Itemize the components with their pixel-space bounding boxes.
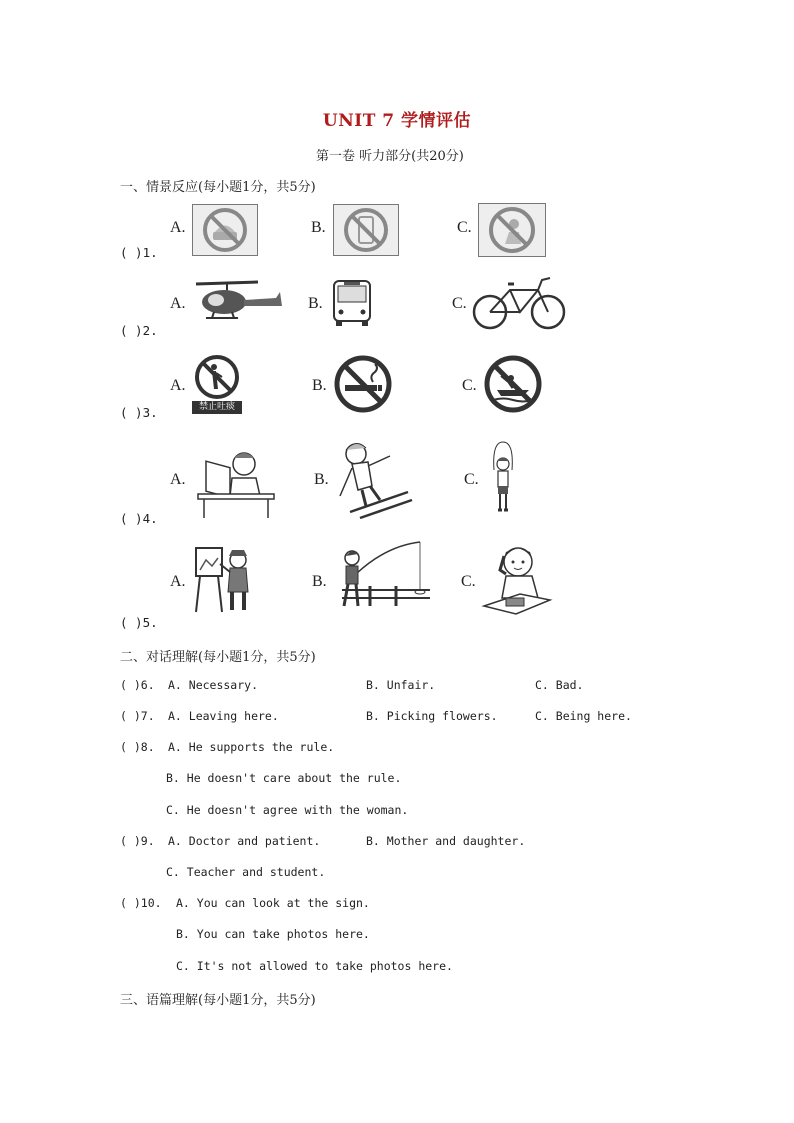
q8-option-a: A. He supports the rule.: [168, 740, 335, 754]
q8-option-b: B. He doesn't care about the rule.: [166, 771, 402, 785]
no-spitting-sign-icon: [192, 353, 242, 415]
painting-boy-icon: [192, 542, 256, 618]
q1-option-c-label: C.: [457, 219, 472, 236]
q2-answer-blank[interactable]: ( )2.: [120, 323, 158, 338]
no-photo-sign-icon: [478, 203, 546, 257]
q10-option-c: C. It's not allowed to take photos here.: [176, 959, 453, 973]
q9-option-b: B. Mother and daughter.: [366, 834, 526, 848]
q10-number[interactable]: ( )10.: [120, 896, 162, 910]
jump-rope-boy-icon: [488, 440, 518, 516]
q3-option-a-label: A.: [170, 377, 186, 394]
q5-answer-blank[interactable]: ( )5.: [120, 615, 158, 630]
q4-option-b-label: B.: [314, 471, 329, 488]
no-phone-sign-icon: [333, 204, 399, 256]
q10-option-b: B. You can take photos here.: [176, 927, 370, 941]
q6-option-a: A. Necessary.: [168, 678, 259, 692]
computer-boy-icon: [194, 448, 276, 520]
bus-icon: [330, 278, 374, 328]
q8-number[interactable]: ( )8.: [120, 740, 155, 754]
q2-option-c-label: C.: [452, 295, 467, 312]
q7-option-c: C. Being here.: [535, 709, 632, 723]
section-3-heading: 三、语篇理解(每小题1分，共5分): [120, 993, 316, 1008]
q1-option-a-label: A.: [170, 219, 186, 236]
q5-option-b-label: B.: [312, 573, 327, 590]
skiing-boy-icon: [332, 436, 416, 522]
q1-answer-blank[interactable]: ( )1.: [120, 245, 158, 260]
section-2-heading: 二、对话理解(每小题1分，共5分): [120, 650, 316, 665]
q2-option-b-label: B.: [308, 295, 323, 312]
q9-option-c: C. Teacher and student.: [166, 865, 326, 879]
q7-option-b: B. Picking flowers.: [366, 709, 498, 723]
q3-option-b-label: B.: [312, 377, 327, 394]
q8-option-c: C. He doesn't agree with the woman.: [166, 803, 409, 817]
q7-number[interactable]: ( )7.: [120, 709, 155, 723]
helicopter-icon: [192, 278, 284, 326]
q3-option-c-label: C.: [462, 377, 477, 394]
q9-number[interactable]: ( )9.: [120, 834, 155, 848]
q9-option-a: A. Doctor and patient.: [168, 834, 321, 848]
no-spitting-caption: 禁止吐痰: [192, 401, 242, 414]
q4-answer-blank[interactable]: ( )4.: [120, 511, 158, 526]
q2-option-a-label: A.: [170, 295, 186, 312]
no-boating-sign-icon: [483, 354, 543, 414]
section-1-heading: 一、情景反应(每小题1分，共5分): [120, 180, 316, 195]
q5-option-c-label: C.: [461, 573, 476, 590]
q6-number[interactable]: ( )6.: [120, 678, 155, 692]
q1-option-b-label: B.: [311, 219, 326, 236]
q4-option-a-label: A.: [170, 471, 186, 488]
telephone-boy-icon: [480, 540, 554, 616]
page-title: UNIT 7 学情评估: [322, 111, 472, 131]
q7-option-a: A. Leaving here.: [168, 709, 279, 723]
q10-option-a: A. You can look at the sign.: [176, 896, 370, 910]
no-smoking-sign-icon: [333, 354, 393, 414]
q5-option-a-label: A.: [170, 573, 186, 590]
q6-option-b: B. Unfair.: [366, 678, 436, 692]
bicycle-icon: [472, 272, 568, 330]
no-food-sign-icon: [192, 204, 258, 256]
page-subtitle: 第一卷 听力部分(共20分): [316, 149, 464, 164]
fishing-boy-icon: [336, 540, 430, 612]
q3-answer-blank[interactable]: ( )3.: [120, 405, 158, 420]
q4-option-c-label: C.: [464, 471, 479, 488]
q6-option-c: C. Bad.: [535, 678, 584, 692]
